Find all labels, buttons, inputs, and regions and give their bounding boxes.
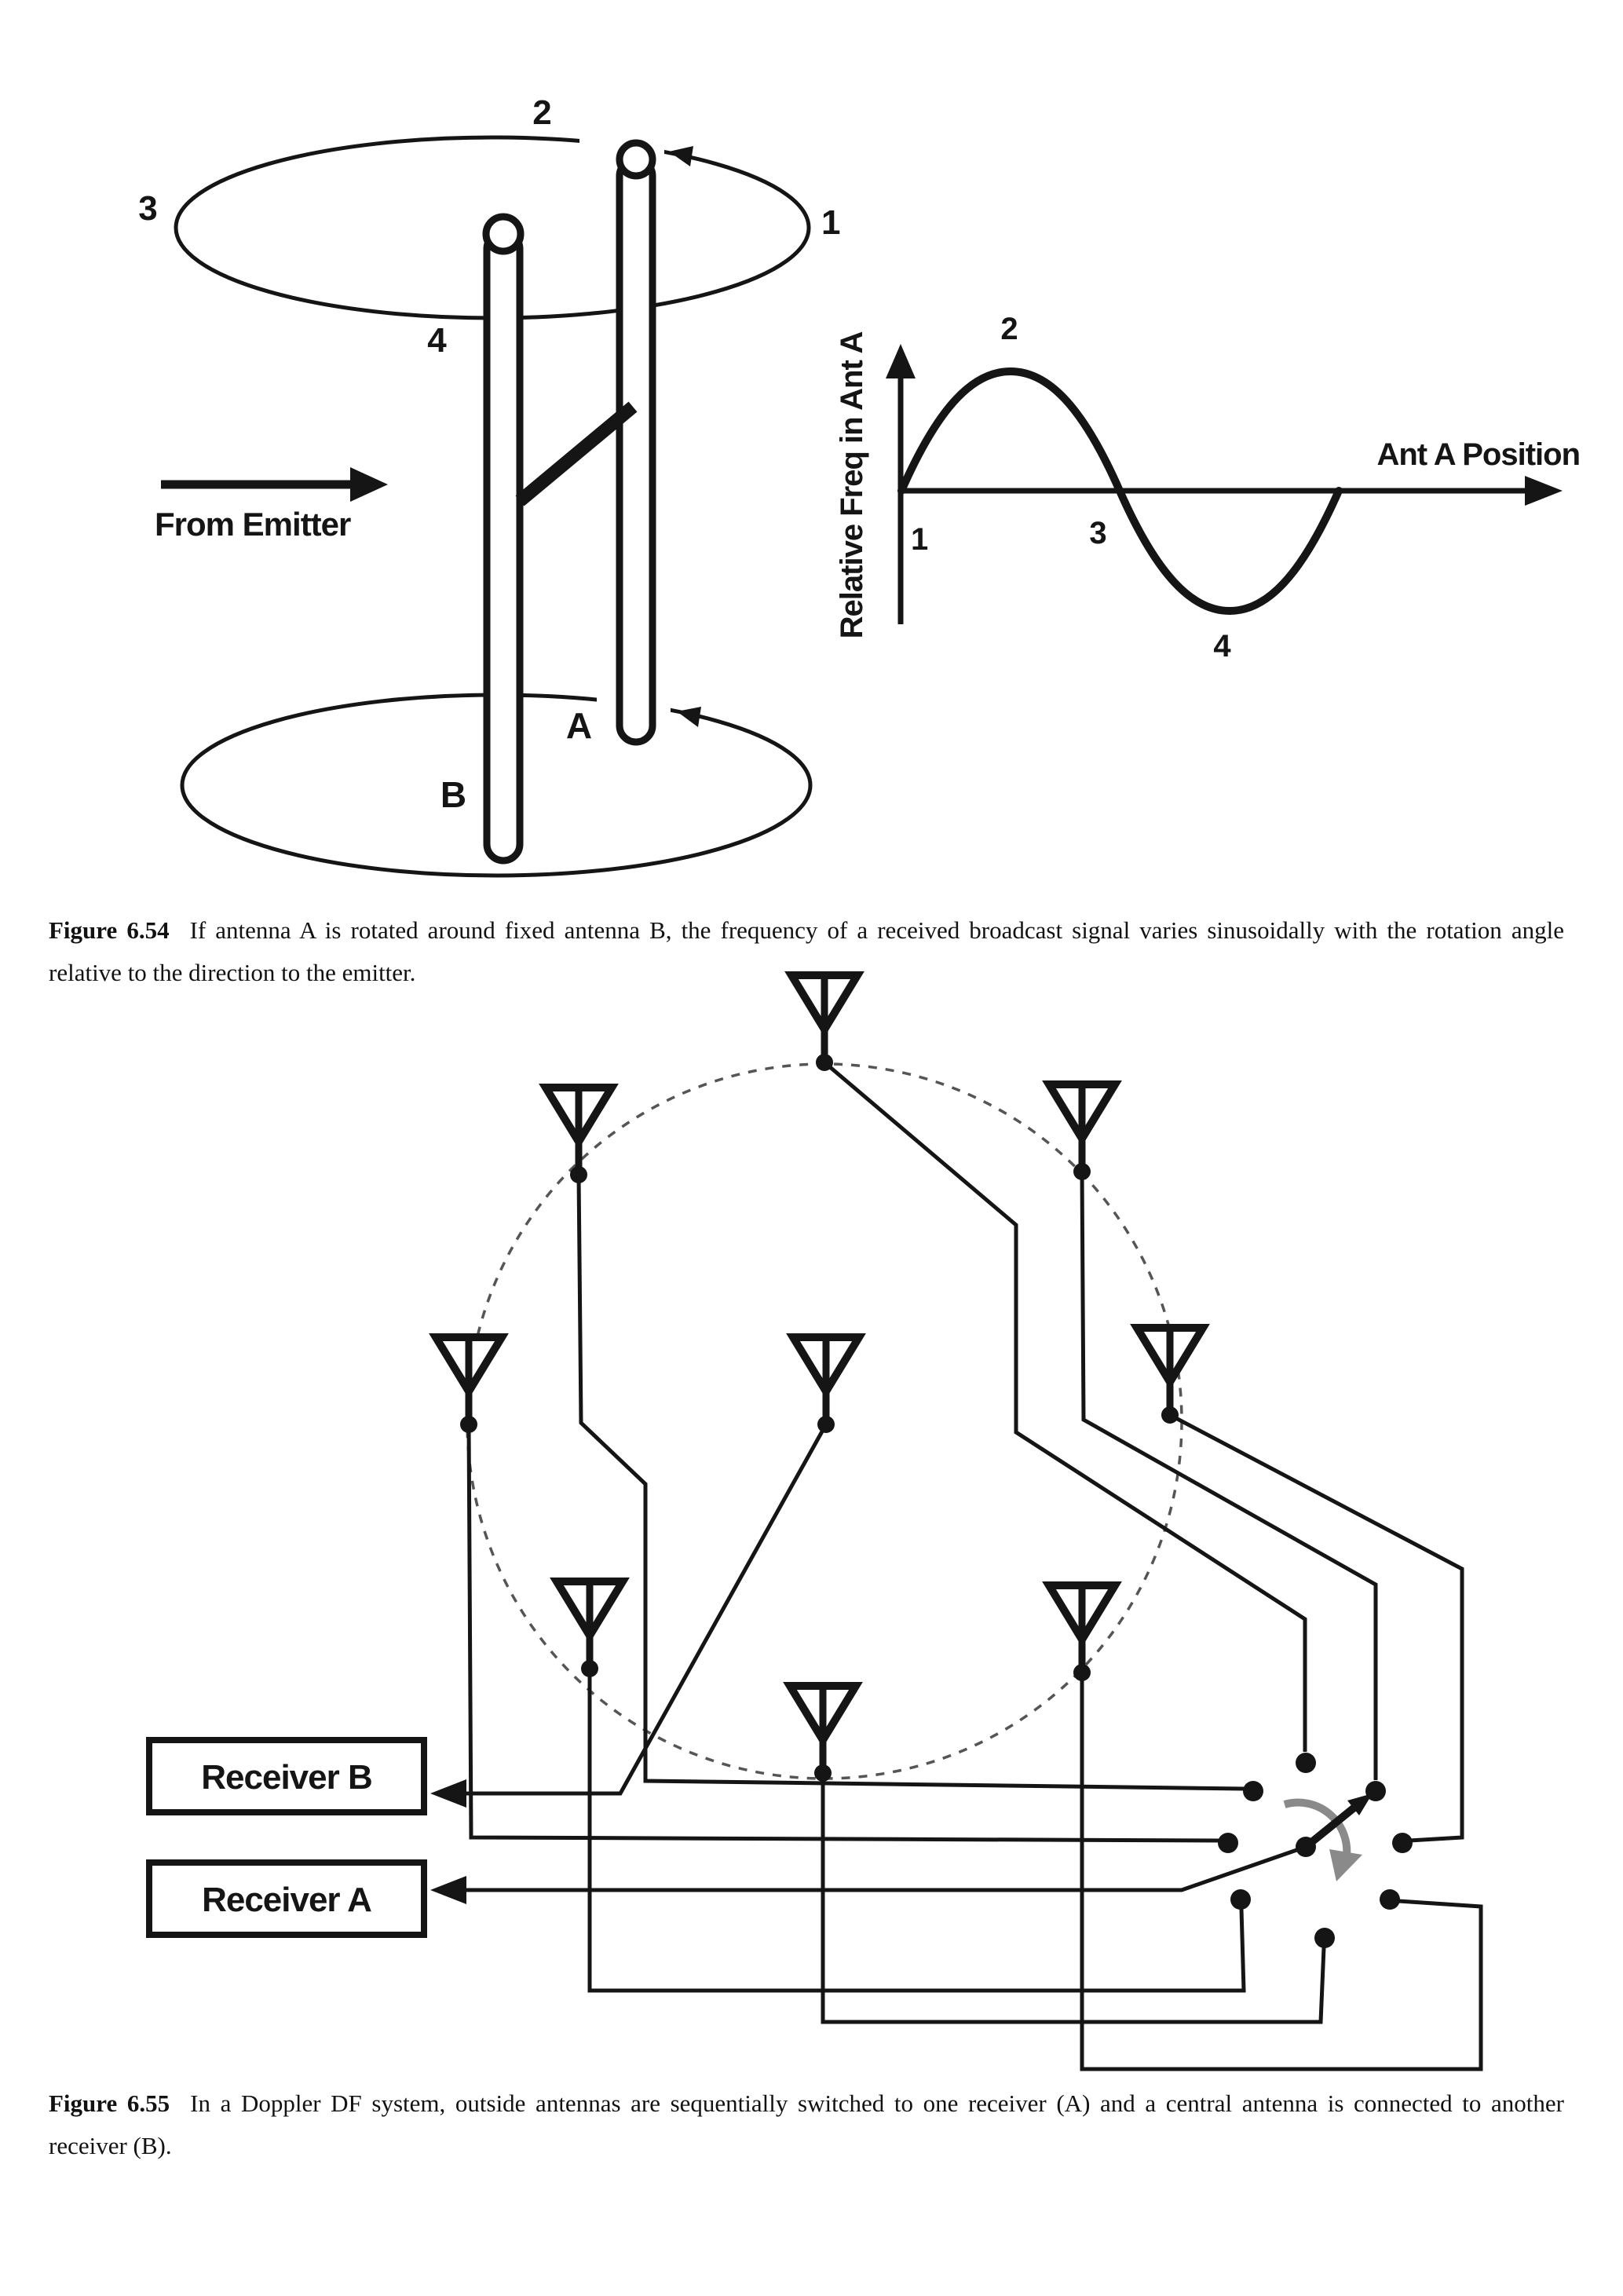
- antenna-upper-left: [546, 1088, 612, 1183]
- plot-point-3: 3: [1089, 516, 1106, 550]
- contact-se: [1380, 1889, 1400, 1910]
- antenna-a-label: A: [565, 705, 592, 746]
- rotation-label-3: 3: [138, 189, 157, 228]
- wire-lower-right-antenna-to-se-contact: [1082, 1673, 1481, 2069]
- antenna-upper-right: [1049, 1084, 1115, 1180]
- contact-nw: [1243, 1781, 1263, 1801]
- rod-strut: [520, 407, 633, 501]
- antenna-mid-right: [1137, 1328, 1203, 1424]
- switch-rotation-arrowhead-icon: [1329, 1849, 1362, 1881]
- antenna-b-label: B: [440, 774, 466, 815]
- wire-switch-pivot-to-receiver-a: [440, 1847, 1306, 1890]
- antenna-mid-left: [436, 1337, 502, 1433]
- top-rotation-arrow-icon: [669, 146, 693, 166]
- receiver-b-box: [149, 1740, 424, 1812]
- plot-x-axis-arrowhead-icon: [1525, 476, 1563, 506]
- contact-e: [1392, 1833, 1413, 1853]
- wire-center-antenna-to-receiver-b: [440, 1424, 826, 1793]
- contact-s: [1314, 1928, 1335, 1948]
- receiver-b-label: Receiver B: [201, 1758, 372, 1797]
- plot-y-label: Relative Freq in Ant A: [835, 331, 869, 639]
- from-emitter-label: From Emitter: [155, 506, 351, 543]
- antenna-lower-right: [1049, 1585, 1115, 1681]
- wire-upper-right-antenna-to-ne-contact: [1082, 1172, 1376, 1780]
- antenna-center: [793, 1337, 859, 1433]
- figure-655-caption-label: Figure 6.55: [49, 2089, 170, 2117]
- figure-655-caption-text: In a Doppler DF system, outside antennas are sequentially switched to one receiver (A) and a central antenna is connected to another receiver (B).: [49, 2089, 1564, 2159]
- figure-654-diagram: [138, 93, 840, 876]
- receiver-a-arrowhead-icon: [430, 1876, 466, 1904]
- receiver-b-arrowhead-icon: [430, 1779, 466, 1808]
- wire-upper-left-antenna-to-nw-contact: [579, 1175, 1245, 1789]
- figure-655-diagram: [149, 975, 1481, 2069]
- rotation-label-4: 4: [427, 321, 446, 360]
- plot-point-4: 4: [1213, 629, 1230, 664]
- bottom-rotation-arrow-icon: [677, 707, 701, 727]
- rotary-switch: [1218, 1753, 1413, 1948]
- antenna-bottom: [790, 1686, 856, 1782]
- wire-lower-left-antenna-to-sw-contact: [590, 1669, 1244, 1991]
- antenna-lower-left: [557, 1581, 623, 1677]
- figure-654-plot: [835, 312, 1580, 664]
- plot-point-1: 1: [911, 522, 928, 557]
- contact-sw: [1230, 1889, 1251, 1910]
- from-emitter-arrowhead-icon: [350, 467, 388, 502]
- rotation-label-2: 2: [532, 93, 551, 132]
- plot-x-label: Ant A Position: [1376, 437, 1580, 472]
- contact-n: [1296, 1753, 1316, 1773]
- receiver-a-label: Receiver A: [202, 1881, 371, 1919]
- figure-655-caption: [49, 2082, 1564, 2167]
- wire-top-antenna-to-n-contact: [824, 1062, 1305, 1752]
- receiver-a-box: [149, 1863, 424, 1935]
- feed-lines: [440, 1062, 1481, 2069]
- contact-w: [1218, 1833, 1238, 1853]
- contact-ne: [1365, 1781, 1386, 1801]
- plot-y-axis-arrowhead-icon: [886, 344, 916, 378]
- figure-654-caption: [49, 909, 1564, 994]
- rotation-label-1: 1: [821, 203, 840, 242]
- antenna-b-rod: [486, 217, 521, 861]
- figure-654-caption-text: If antenna A is rotated around fixed antenna B, the frequency of a received broadcast signal varies sinusoidally with the rotation angle relative to the direction to the emitter.: [49, 916, 1564, 986]
- antenna-a-rod: [620, 143, 652, 742]
- figure-654-caption-label: Figure 6.54: [49, 916, 170, 944]
- plot-point-2: 2: [1000, 312, 1018, 346]
- wire-mid-right-antenna-to-e-contact: [1170, 1415, 1462, 1841]
- switch-pivot: [1296, 1837, 1316, 1857]
